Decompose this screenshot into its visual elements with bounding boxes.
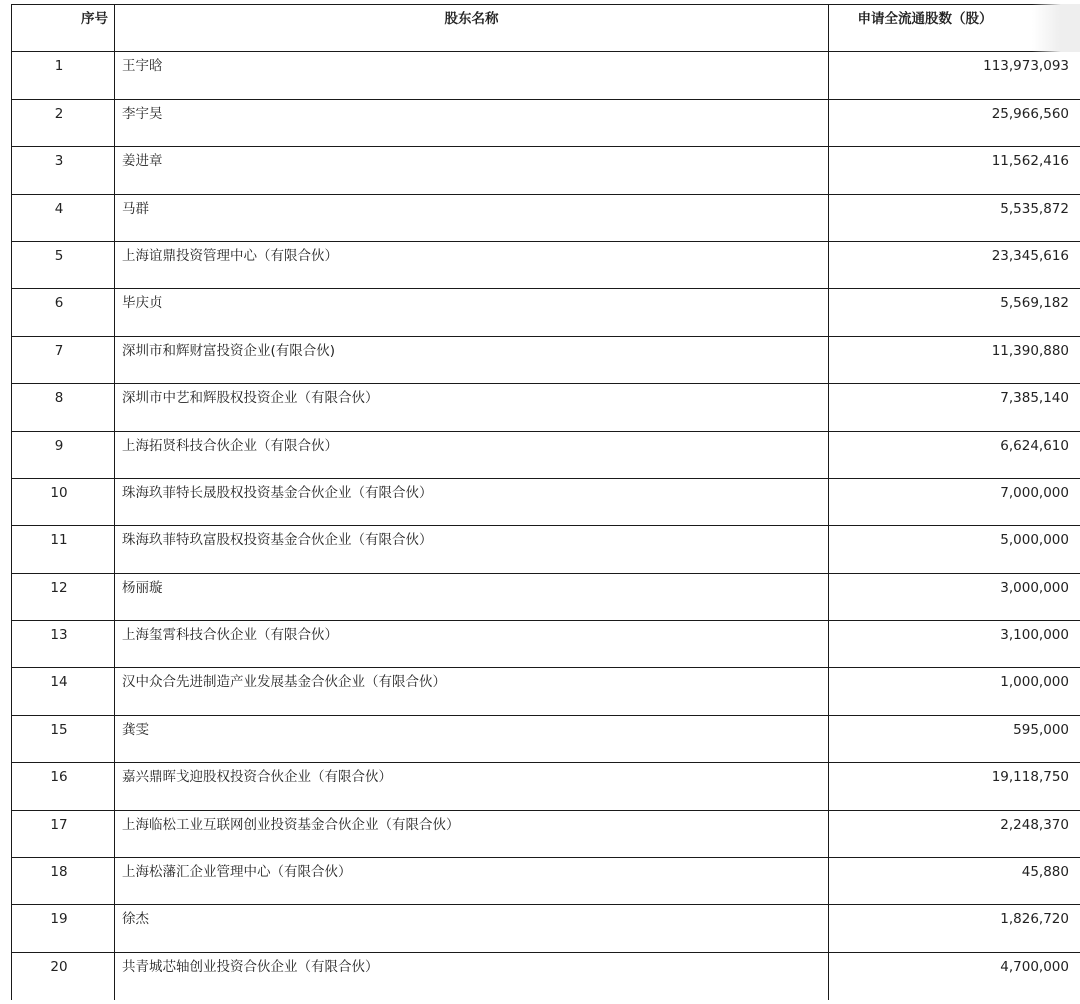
- row-index-cell: 18: [11, 858, 114, 904]
- row-name-cell: 深圳市中艺和辉股权投资企业（有限合伙）: [114, 384, 828, 430]
- row-shares-cell: 6,624,610: [828, 432, 1080, 478]
- row-index-cell: 8: [11, 384, 114, 430]
- row-index-cell: 13: [11, 621, 114, 667]
- row-index-cell: 14: [11, 668, 114, 714]
- row-name-cell: 王宇晗: [114, 52, 828, 98]
- row-shares-cell: 5,000,000: [828, 526, 1080, 572]
- table-row: [11, 289, 1080, 336]
- row-shares-cell: 3,000,000: [828, 574, 1080, 620]
- row-name-cell: 李宇昊: [114, 100, 828, 146]
- row-index-cell: 7: [11, 337, 114, 383]
- row-shares-cell: 595,000: [828, 716, 1080, 762]
- row-index-cell: 10: [11, 479, 114, 525]
- row-shares-cell: 23,345,616: [828, 242, 1080, 288]
- row-name-cell: 汉中众合先进制造产业发展基金合伙企业（有限合伙）: [114, 668, 828, 714]
- row-shares-cell: 2,248,370: [828, 811, 1080, 857]
- row-shares-cell: 113,973,093: [828, 52, 1080, 98]
- row-name-cell: 上海临松工业互联网创业投资基金合伙企业（有限合伙）: [114, 811, 828, 857]
- table-row: [11, 526, 1080, 573]
- header-name: 股东名称: [114, 5, 828, 51]
- row-name-cell: 嘉兴鼎晖戈迎股权投资合伙企业（有限合伙）: [114, 763, 828, 809]
- table-row: [11, 574, 1080, 621]
- row-index-cell: 6: [11, 289, 114, 335]
- row-name-cell: 毕庆贞: [114, 289, 828, 335]
- row-shares-cell: 1,826,720: [828, 905, 1080, 951]
- row-shares-cell: 25,966,560: [828, 100, 1080, 146]
- table-row: [11, 716, 1080, 763]
- table-row: [11, 432, 1080, 479]
- table-row: [11, 52, 1080, 99]
- row-name-cell: 上海松藩汇企业管理中心（有限合伙）: [114, 858, 828, 904]
- row-shares-cell: 3,100,000: [828, 621, 1080, 667]
- row-index-cell: 17: [11, 811, 114, 857]
- row-shares-cell: 7,000,000: [828, 479, 1080, 525]
- table-row: [11, 621, 1080, 668]
- row-index-cell: 5: [11, 242, 114, 288]
- row-shares-cell: 11,390,880: [828, 337, 1080, 383]
- row-name-cell: 徐杰: [114, 905, 828, 951]
- row-name-cell: 姜进章: [114, 147, 828, 193]
- row-name-cell: 马群: [114, 195, 828, 241]
- table-header: [11, 5, 1080, 52]
- row-shares-cell: 11,562,416: [828, 147, 1080, 193]
- row-index-cell: 3: [11, 147, 114, 193]
- header-index: 序号: [11, 5, 114, 51]
- row-name-cell: 上海玺霄科技合伙企业（有限合伙）: [114, 621, 828, 667]
- row-index-cell: 12: [11, 574, 114, 620]
- table-row: [11, 811, 1080, 858]
- row-shares-cell: 4,700,000: [828, 953, 1080, 1000]
- row-index-cell: 1: [11, 52, 114, 98]
- row-index-cell: 16: [11, 763, 114, 809]
- table-row: [11, 147, 1080, 194]
- row-name-cell: 杨丽璇: [114, 574, 828, 620]
- table-row: [11, 242, 1080, 289]
- row-name-cell: 珠海玖菲特长晟股权投资基金合伙企业（有限合伙）: [114, 479, 828, 525]
- row-index-cell: 2: [11, 100, 114, 146]
- row-index-cell: 4: [11, 195, 114, 241]
- row-name-cell: 共青城芯轴创业投资合伙企业（有限合伙）: [114, 953, 828, 1000]
- row-name-cell: 龚雯: [114, 716, 828, 762]
- row-shares-cell: 5,569,182: [828, 289, 1080, 335]
- row-name-cell: 深圳市和辉财富投资企业(有限合伙): [114, 337, 828, 383]
- shareholder-table: [11, 4, 1080, 1000]
- row-shares-cell: 45,880: [828, 858, 1080, 904]
- row-shares-cell: 1,000,000: [828, 668, 1080, 714]
- header-shares: 申请全流通股数（股）: [828, 5, 1080, 51]
- table-row: [11, 763, 1080, 810]
- row-name-cell: 上海谊鼎投资管理中心（有限合伙）: [114, 242, 828, 288]
- row-index-cell: 19: [11, 905, 114, 951]
- row-shares-cell: 19,118,750: [828, 763, 1080, 809]
- row-shares-cell: 7,385,140: [828, 384, 1080, 430]
- table-row: [11, 100, 1080, 147]
- row-index-cell: 20: [11, 953, 114, 1000]
- table-body: [11, 52, 1080, 1000]
- table-row: [11, 905, 1080, 952]
- table-row: [11, 953, 1080, 1000]
- table-row: [11, 668, 1080, 715]
- table-row: [11, 858, 1080, 905]
- row-index-cell: 9: [11, 432, 114, 478]
- table-row: [11, 479, 1080, 526]
- table-row: [11, 195, 1080, 242]
- row-shares-cell: 5,535,872: [828, 195, 1080, 241]
- row-name-cell: 珠海玖菲特玖富股权投资基金合伙企业（有限合伙）: [114, 526, 828, 572]
- row-index-cell: 11: [11, 526, 114, 572]
- table-row: [11, 384, 1080, 431]
- table-row: [11, 337, 1080, 384]
- row-name-cell: 上海拓贤科技合伙企业（有限合伙）: [114, 432, 828, 478]
- row-index-cell: 15: [11, 716, 114, 762]
